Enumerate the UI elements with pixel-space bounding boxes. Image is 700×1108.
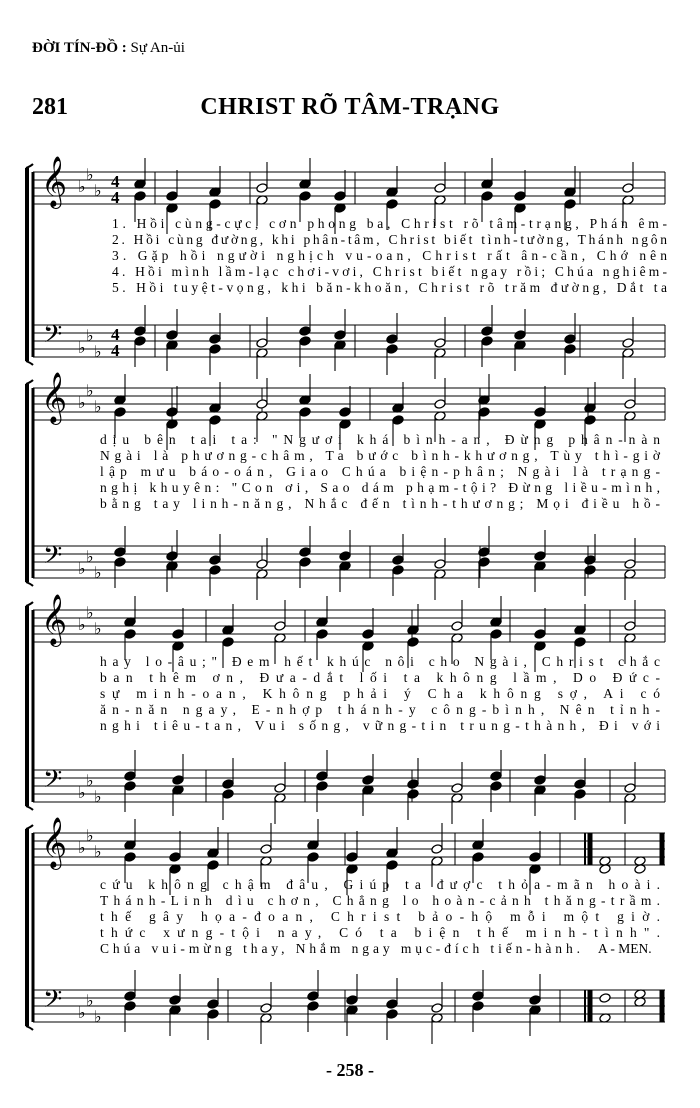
lyric-line: nghị khuyên: "Con ơi, Sao dám phạm-tội? Đừng liều-mình, (100, 480, 660, 495)
flat-icon: ♭ (86, 165, 94, 184)
note-head (574, 789, 586, 800)
lyric-line: 3. Gặp hồi người nghịch vu-oan, Christ rất ân-cần, Chớ nên (112, 248, 667, 263)
note-head (134, 191, 146, 202)
note-head (256, 338, 268, 349)
note-head (256, 399, 268, 410)
lyric-line: 4. Hồi mình lầm-lạc chơi-vơi, Christ biết ngay rồi; Chúa nghiêm- (112, 264, 668, 279)
note-head (334, 330, 346, 341)
score-system (26, 156, 668, 379)
note-head (407, 789, 419, 800)
note-head (166, 407, 178, 418)
note-head (490, 781, 502, 792)
flat-icon: ♭ (86, 826, 94, 845)
book-title: ĐỜI TÍN-ĐỒ : (32, 40, 127, 56)
score-system (26, 594, 665, 824)
note-head (434, 338, 446, 349)
note-head (172, 775, 184, 786)
note-head (166, 330, 178, 341)
note-head (481, 191, 493, 202)
flat-icon: ♭ (78, 177, 86, 196)
note-head (114, 407, 126, 418)
bass-clef-icon: 𝄢 (43, 765, 63, 800)
note-head (481, 326, 493, 337)
lyric-line: Ngài là phương-châm, Ta bước bình-khương, Tùy thì-giờ (100, 448, 660, 463)
note-head (362, 629, 374, 640)
note-head (624, 559, 636, 570)
flat-icon: ♭ (94, 842, 102, 861)
bass-clef-icon: 𝄢 (43, 320, 63, 355)
note-head (472, 852, 484, 863)
note-head (564, 344, 576, 355)
note-head (599, 993, 611, 1004)
flat-icon: ♭ (94, 619, 102, 638)
note-head (124, 781, 136, 792)
lyric-line: 5. Hồi tuyệt-vọng, khi băn-khoăn, Christ rõ trăm đường, Dắt ta (112, 280, 668, 295)
note-head (584, 415, 596, 426)
page-number: - 258 - (326, 1060, 374, 1080)
bass-clef-icon: 𝄢 (43, 985, 63, 1020)
lyric-line: hay lo-âu;" Đem hết khúc nôi cho Ngài, Christ chắc (100, 654, 661, 669)
note-head (534, 551, 546, 562)
flat-icon: ♭ (78, 338, 86, 357)
note-head (209, 555, 221, 566)
flat-icon: ♭ (94, 563, 102, 582)
note-head (124, 852, 136, 863)
note-head (166, 551, 178, 562)
note-head (407, 779, 419, 790)
note-head (481, 336, 493, 347)
note-head (584, 565, 596, 576)
lyric-line: bằng tay linh-năng, Nhắc đến tình-thương; Mọi điều hồ- (100, 496, 660, 511)
note-head (169, 852, 181, 863)
note-head (472, 1001, 484, 1012)
flat-icon: ♭ (78, 838, 86, 857)
note-head (256, 559, 268, 570)
note-head (386, 999, 398, 1010)
note-head (574, 637, 586, 648)
note-head (534, 775, 546, 786)
note-head (134, 336, 146, 347)
note-head (207, 999, 219, 1010)
note-head (339, 407, 351, 418)
note-head (392, 565, 404, 576)
note-head (256, 183, 268, 194)
note-head (274, 783, 286, 794)
note-head (209, 415, 221, 426)
note-head (529, 852, 541, 863)
note-head (124, 771, 136, 782)
lyric-line: nghi tiêu-tan, Vui sống, vững-tin trung-thành, Đi với (100, 718, 660, 733)
note-head (434, 399, 446, 410)
treble-clef-icon: 𝄞 (41, 372, 68, 423)
note-head (386, 1009, 398, 1020)
note-head (622, 183, 634, 194)
note-head (207, 1009, 219, 1020)
note-head (207, 860, 219, 871)
note-head (490, 629, 502, 640)
note-head (124, 1001, 136, 1012)
flat-icon: ♭ (94, 1007, 102, 1026)
flat-icon: ♭ (94, 397, 102, 416)
treble-clef-icon: 𝄞 (41, 156, 68, 207)
note-head (166, 191, 178, 202)
flat-icon: ♭ (86, 381, 94, 400)
note-head (346, 995, 358, 1006)
lyric-line: dịu bên tai ta: "Ngươi khá bình-an, Đừng phân-nàn (100, 432, 660, 447)
note-head (307, 852, 319, 863)
note-head (362, 775, 374, 786)
lyric-line: cứu không chậm đâu, Giúp ta được thỏa-mãn hoài. (100, 877, 660, 892)
note-head (346, 852, 358, 863)
note-head (339, 551, 351, 562)
note-head (584, 555, 596, 566)
note-head (624, 621, 636, 632)
note-head (407, 637, 419, 648)
flat-icon: ♭ (94, 787, 102, 806)
note-head (316, 629, 328, 640)
note-head (451, 621, 463, 632)
note-head (316, 781, 328, 792)
flat-icon: ♭ (86, 326, 94, 345)
note-head (534, 629, 546, 640)
note-head (574, 779, 586, 790)
note-head (222, 637, 234, 648)
note-head (434, 183, 446, 194)
score-system (26, 817, 665, 1044)
note-head (624, 399, 636, 410)
note-head (472, 991, 484, 1002)
note-head (451, 783, 463, 794)
time-signature-bottom: 4 (111, 188, 120, 207)
note-head (386, 199, 398, 210)
note-head (299, 407, 311, 418)
amen-text: A - MEN. (598, 941, 652, 956)
flat-icon: ♭ (86, 771, 94, 790)
note-head (392, 415, 404, 426)
lyric-line: Chúa vui-mừng thay, Nhắm ngay mục-đích tiến-hành. (100, 941, 580, 956)
note-head (299, 557, 311, 568)
note-head (172, 629, 184, 640)
note-head (274, 621, 286, 632)
lyric-line: ăn-năn ngay, E-nhợp thánh-y công-bình, Nên tỉnh- (100, 702, 660, 717)
note-head (299, 336, 311, 347)
note-head (334, 191, 346, 202)
bass-clef-icon: 𝄢 (43, 541, 63, 576)
flat-icon: ♭ (86, 547, 94, 566)
note-head (209, 334, 221, 345)
flat-icon: ♭ (94, 181, 102, 200)
note-head (624, 783, 636, 794)
bass-staff (33, 546, 665, 578)
flat-icon: ♭ (86, 603, 94, 622)
note-head (490, 771, 502, 782)
flat-icon: ♭ (94, 342, 102, 361)
note-head (386, 860, 398, 871)
note-head (222, 779, 234, 790)
note-head (431, 844, 443, 855)
note-head (564, 199, 576, 210)
note-head (169, 995, 181, 1006)
note-head (209, 344, 221, 355)
lyric-line: Thánh-Linh dìu chơn, Chẳng lo hoàn-cảnh thăng-trầm. (100, 893, 660, 908)
lyric-line: thế gây họa-đoan, Christ bảo-hộ mỗi một giờ. (100, 909, 660, 924)
hymn-title: CHRIST RÕ TÂM-TRẠNG (200, 94, 500, 120)
note-head (209, 565, 221, 576)
flat-icon: ♭ (78, 615, 86, 634)
note-head (622, 338, 634, 349)
note-head (260, 844, 272, 855)
hymn-number: 281 (32, 94, 68, 120)
flat-icon: ♭ (78, 559, 86, 578)
note-head (299, 191, 311, 202)
flat-icon: ♭ (78, 393, 86, 412)
note-head (299, 547, 311, 558)
time-signature-top: 4 (111, 172, 120, 191)
note-head (114, 547, 126, 558)
note-head (307, 991, 319, 1002)
note-head (124, 629, 136, 640)
flat-icon: ♭ (86, 991, 94, 1010)
treble-clef-icon: 𝄞 (41, 594, 68, 645)
note-head (260, 1003, 272, 1014)
note-head (529, 995, 541, 1006)
treble-clef-icon: 𝄞 (41, 817, 68, 868)
note-head (514, 191, 526, 202)
note-head (434, 559, 446, 570)
note-head (386, 334, 398, 345)
note-head (124, 991, 136, 1002)
note-head (564, 334, 576, 345)
lyric-line: 2. Hồi cùng đường, khi phân-tâm, Christ biết tình-tường, Thánh ngôn (112, 232, 667, 247)
note-head (209, 199, 221, 210)
time-signature-top: 4 (111, 325, 120, 344)
note-head (514, 330, 526, 341)
note-head (316, 771, 328, 782)
time-signature-bottom: 4 (111, 341, 120, 360)
lyric-line: 1. Hồi cùng-cực, cơn phong ba, Christ rõ tâm-trạng, Phán êm- (112, 216, 667, 231)
lyric-line: lập mưu báo-oán, Giao Chúa biện-phân; Ngài là trạng- (100, 464, 660, 479)
note-head (222, 789, 234, 800)
flat-icon: ♭ (78, 783, 86, 802)
note-head (392, 555, 404, 566)
note-head (534, 407, 546, 418)
section-name: Sự An-ủi (130, 40, 185, 56)
note-head (114, 557, 126, 568)
lyric-line: sự minh-oan, Không phải ý Cha không sợ, Ai có (100, 686, 660, 701)
lyric-line: ban thêm ơn, Đưa-dắt lối ta không lầm, Do Đức- (100, 670, 661, 685)
treble-staff (33, 388, 665, 420)
note-head (299, 326, 311, 337)
note-head (386, 344, 398, 355)
score-system (26, 372, 665, 600)
lyric-line: thức xưng-tội nay, Có ta biện thế minh-tình". (100, 925, 661, 940)
note-head (134, 326, 146, 337)
flat-icon: ♭ (78, 1003, 86, 1022)
note-head (307, 1001, 319, 1012)
note-head (431, 1003, 443, 1014)
